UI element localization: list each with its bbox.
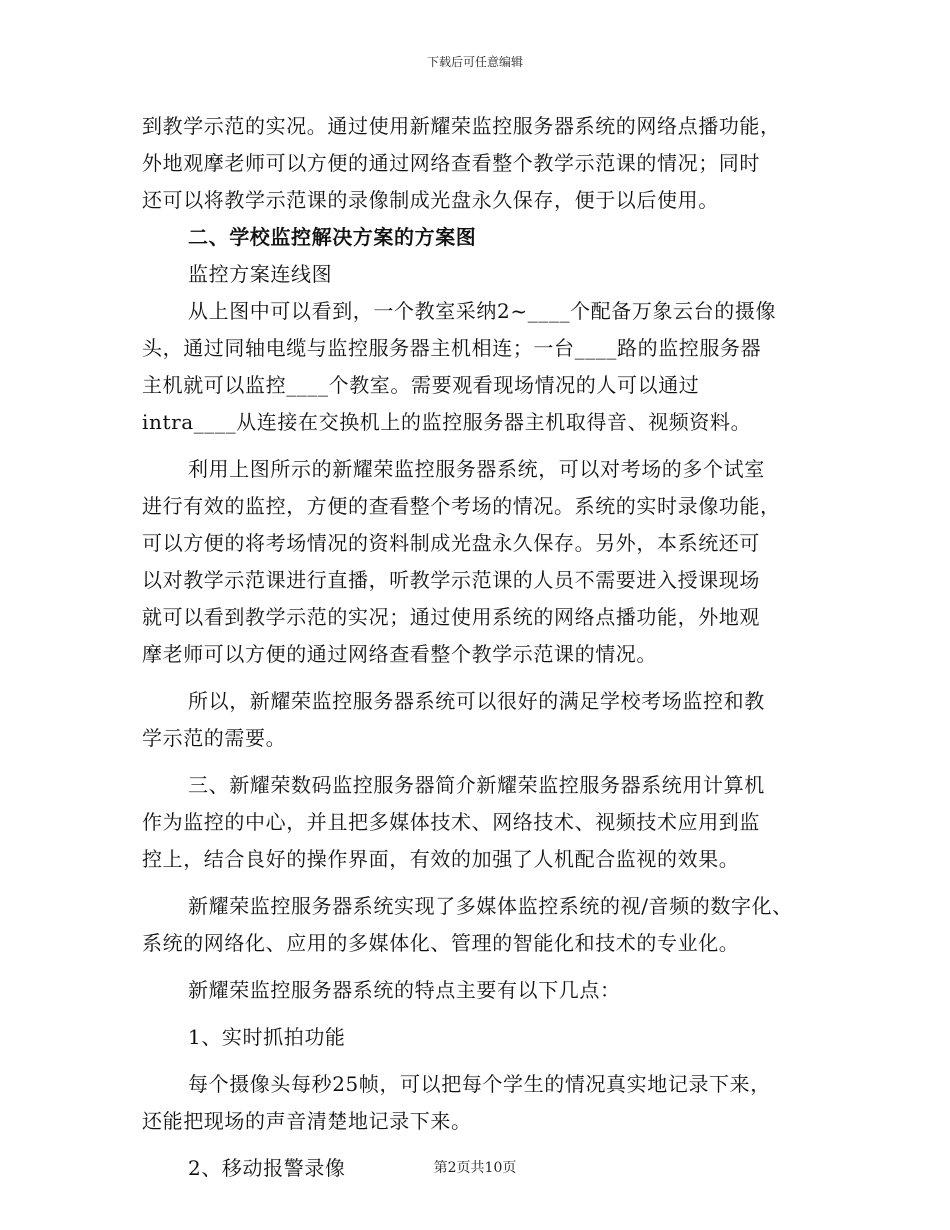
text-line: 可以方便的将考场情况的资料制成光盘永久保存。另外，本系统还可 xyxy=(142,531,760,555)
text-line: 外地观摩老师可以方便的通过网络查看整个教学示范课的情况；同时 xyxy=(142,151,760,175)
page-header: 下载后可任意编辑 xyxy=(426,55,523,69)
text-line: 2、移动报警录像 xyxy=(188,1156,346,1180)
text-line: 1、实时抓拍功能 xyxy=(188,1025,346,1049)
paragraph-spacer xyxy=(142,757,832,767)
text-line: 监控方案连线图 xyxy=(188,262,333,286)
text-line: 三、新耀荣数码监控服务器简介新耀荣监控服务器系统用计算机 xyxy=(188,773,765,797)
text-line: 以对教学示范课进行直播，听教学示范课的人员不需要进入授课现场 xyxy=(142,568,760,592)
text-line: 主机就可以监控____个教室。需要观看现场情况的人可以通过 xyxy=(142,373,700,397)
document-body xyxy=(142,108,832,1187)
paragraph xyxy=(142,972,832,1009)
paragraph-spacer xyxy=(142,1056,832,1066)
text-line: 新耀荣监控服务器系统实现了多媒体监控系统的视/音频的数字化、 xyxy=(188,894,793,918)
text-line: 二、学校监控解决方案的方案图 xyxy=(188,225,477,249)
text-line: 就可以看到教学示范的实况；通过使用系统的网络点播功能，外地观 xyxy=(142,605,760,629)
paragraph-spacer xyxy=(142,441,832,451)
text-line: 系统的网络化、应用的多媒体化、管理的智能化和技术的专业化。 xyxy=(142,931,740,955)
text-line: 头，通过同轴电缆与监控服务器主机相连；一台____路的监控服务器 xyxy=(142,336,762,360)
paragraph-spacer xyxy=(142,673,832,683)
paragraph xyxy=(142,1066,832,1140)
text-line: 还能把现场的声音清楚地记录下来。 xyxy=(142,1109,472,1133)
paragraph-spacer xyxy=(142,1009,832,1019)
paragraph-spacer xyxy=(142,1140,832,1150)
text-line: 摩老师可以方便的通过网络查看整个教学示范课的情况。 xyxy=(142,642,657,666)
section-heading xyxy=(142,219,832,256)
paragraph xyxy=(142,767,832,878)
text-line: 每个摄像头每秒25帧，可以把每个学生的情况真实地记录下来， xyxy=(188,1072,771,1096)
paragraph xyxy=(142,888,832,962)
paragraph xyxy=(142,256,832,293)
text-line: 到教学示范的实况。通过使用新耀荣监控服务器系统的网络点播功能， xyxy=(142,114,781,138)
page-footer: 第2页共10页 xyxy=(433,1160,517,1176)
text-line: 学示范的需要。 xyxy=(142,726,287,750)
text-line: 控上，结合良好的操作界面，有效的加强了人机配合监视的效果。 xyxy=(142,847,740,871)
paragraph xyxy=(142,108,832,219)
text-line: 所以，新耀荣监控服务器系统可以很好的满足学校考场监控和教 xyxy=(188,689,765,713)
text-line: 进行有效的监控，方便的查看整个考场的情况。系统的实时录像功能， xyxy=(142,494,781,518)
paragraph xyxy=(142,683,832,757)
paragraph xyxy=(142,451,832,673)
text-line: 从上图中可以看到，一个教室采纳2~____个配备万象云台的摄像 xyxy=(188,299,777,323)
paragraph xyxy=(142,293,832,441)
paragraph xyxy=(142,1019,832,1056)
text-line: 新耀荣监控服务器系统的特点主要有以下几点： xyxy=(188,978,621,1002)
text-line: 还可以将教学示范课的录像制成光盘永久保存，便于以后使用。 xyxy=(142,188,719,212)
paragraph-spacer xyxy=(142,878,832,888)
paragraph-spacer xyxy=(142,962,832,972)
text-line: intra____从连接在交换机上的监控服务器主机取得音、视频资料。 xyxy=(142,410,752,434)
text-line: 作为监控的中心，并且把多媒体技术、网络技术、视频技术应用到监 xyxy=(142,810,760,834)
text-line: 利用上图所示的新耀荣监控服务器系统，可以对考场的多个试室 xyxy=(188,457,765,481)
